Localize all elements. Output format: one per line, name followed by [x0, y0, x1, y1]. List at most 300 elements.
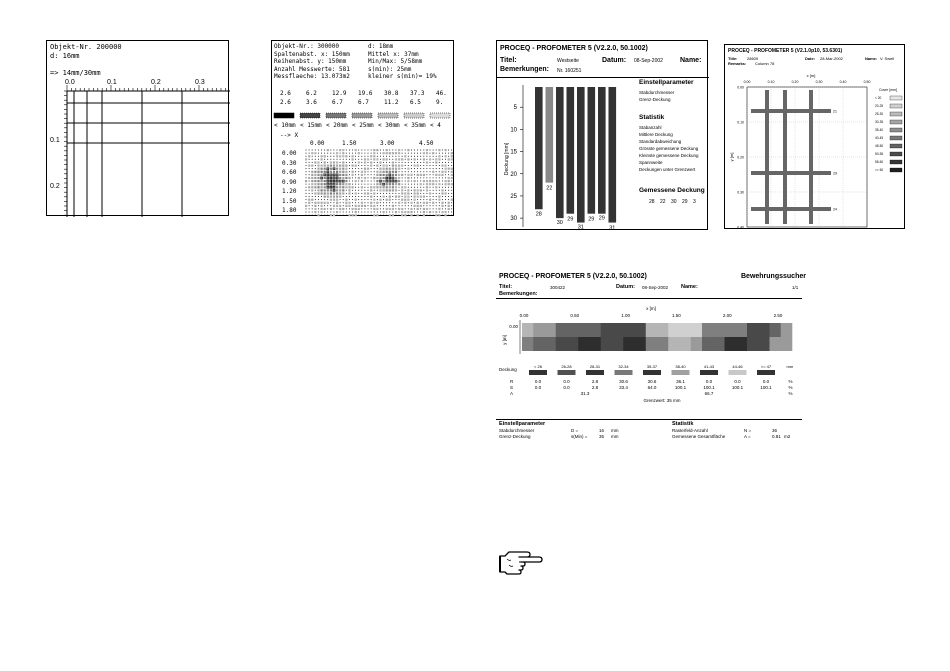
map-cell — [414, 192, 416, 194]
map-dot — [448, 165, 449, 166]
einstell-row-unit: mm — [611, 434, 619, 439]
legend-swatch — [404, 113, 424, 118]
y-tick: 1.50 — [282, 197, 297, 205]
map-dot — [433, 190, 434, 191]
map-dot — [368, 187, 369, 188]
map-cell — [395, 189, 397, 191]
map-cell — [395, 211, 397, 213]
map-cell — [342, 168, 344, 170]
map-dot — [439, 193, 440, 194]
map-dot — [411, 159, 412, 160]
map-dot — [374, 162, 375, 163]
map-dot — [430, 168, 431, 169]
row-r-value: 0.0 — [734, 379, 741, 384]
map-cell — [383, 174, 385, 176]
cover-cell — [578, 337, 590, 351]
legend-swatch — [352, 113, 372, 118]
map-dot — [430, 150, 431, 151]
map-cell — [435, 174, 437, 176]
map-cell — [401, 208, 403, 210]
map-cell — [330, 214, 332, 216]
x-tick: 4.50 — [419, 140, 434, 147]
map-cell — [448, 183, 450, 185]
map-cell — [426, 149, 428, 151]
map-dot — [420, 215, 421, 216]
map-cell — [404, 192, 406, 194]
cover-cell — [691, 337, 703, 351]
map-dot — [402, 184, 403, 185]
map-dot — [436, 190, 437, 191]
map-dot — [383, 156, 384, 157]
map-dot — [349, 150, 350, 151]
map-cell — [333, 189, 335, 191]
map-cell — [379, 183, 381, 185]
map-dot — [368, 174, 369, 175]
map-cell — [401, 158, 403, 160]
map-cell — [445, 214, 447, 216]
map-cell — [345, 199, 347, 201]
map-dot — [368, 150, 369, 151]
map-dot — [355, 153, 356, 154]
titel-value: Westseite — [557, 58, 579, 64]
map-dot — [448, 187, 449, 188]
bemerkungen-label: Bemerkungen: — [500, 66, 550, 73]
map-dot — [355, 196, 356, 197]
map-dot — [433, 212, 434, 213]
map-dot — [380, 193, 381, 194]
map-dot — [368, 190, 369, 191]
map-dot — [355, 159, 356, 160]
map-dot — [439, 177, 440, 178]
map-dot — [405, 150, 406, 151]
map-cell — [345, 186, 347, 188]
map-dot — [349, 208, 350, 209]
map-cell — [386, 171, 388, 173]
row-label: R — [510, 379, 514, 384]
map-dot — [448, 156, 449, 157]
map-dot — [364, 150, 365, 151]
map-cell — [324, 202, 326, 204]
map-dot — [399, 205, 400, 206]
map-cell — [336, 199, 338, 201]
gemessene-value: 28 — [649, 199, 655, 205]
map-dot — [380, 215, 381, 216]
map-dot — [306, 177, 307, 178]
map-dot — [451, 215, 452, 216]
map-cell — [358, 152, 360, 154]
cover-bin-swatch — [586, 370, 604, 375]
legend-swatch — [890, 144, 902, 148]
map-dot — [414, 156, 415, 157]
map-cell — [339, 196, 341, 198]
einstell-row-symbol: D = — [571, 428, 579, 433]
map-cell — [451, 199, 453, 201]
map-cell — [311, 180, 313, 182]
map-dot — [306, 215, 307, 216]
map-cell — [342, 165, 344, 167]
map-cell — [429, 180, 431, 182]
map-cell — [314, 161, 316, 163]
cover-cell — [770, 337, 782, 351]
cover-cell — [623, 323, 635, 337]
map-cell — [321, 189, 323, 191]
legend-label: < 25mm — [352, 122, 374, 129]
map-cell — [426, 202, 428, 204]
map-dot — [420, 165, 421, 166]
map-cell — [398, 183, 400, 185]
map-dot — [349, 159, 350, 160]
map-dot — [402, 205, 403, 206]
map-cell — [324, 208, 326, 210]
map-dot — [405, 181, 406, 182]
map-dot — [405, 162, 406, 163]
report-title: PROCEQ - PROFOMETER 5 (V2.2.0, 50.1002) — [499, 273, 647, 280]
map-cell — [339, 174, 341, 176]
x-tick-1: 0.1 — [107, 79, 117, 86]
header-area: Messflaeche: 13.073m2 — [274, 73, 350, 80]
y-tick: 0.30 — [282, 159, 297, 167]
map-cell — [305, 158, 307, 160]
map-dot — [377, 156, 378, 157]
map-cell — [317, 168, 319, 170]
map-cell — [317, 183, 319, 185]
map-cell — [392, 168, 394, 170]
map-cell — [373, 192, 375, 194]
map-cell — [336, 161, 338, 163]
cover-bar — [567, 87, 575, 214]
map-dot — [355, 202, 356, 203]
map-cell — [361, 186, 363, 188]
map-cell — [383, 171, 385, 173]
map-dot — [352, 205, 353, 206]
cover-cell — [702, 323, 714, 337]
map-dot — [321, 150, 322, 151]
map-cell — [426, 208, 428, 210]
cover-map-chart — [496, 300, 802, 438]
map-dot — [380, 208, 381, 209]
map-dot — [389, 212, 390, 213]
map-cell — [392, 152, 394, 154]
report-title: PROCEQ - PROFOMETER 5 (V2.1.0p10, 53.6301) — [728, 48, 843, 54]
map-dot — [346, 196, 347, 197]
map-cell — [330, 177, 332, 179]
map-dot — [330, 153, 331, 154]
map-cell — [321, 168, 323, 170]
map-dot — [445, 199, 446, 200]
map-cell — [358, 205, 360, 207]
map-dot — [395, 193, 396, 194]
map-dot — [395, 202, 396, 203]
x-tick: 1.50 — [672, 313, 681, 318]
map-cell — [348, 192, 350, 194]
map-cell — [317, 214, 319, 216]
map-dot — [408, 184, 409, 185]
map-dot — [389, 205, 390, 206]
map-dot — [383, 199, 384, 200]
map-cell — [448, 168, 450, 170]
titel-value: 300422 — [550, 285, 566, 290]
map-dot — [346, 215, 347, 216]
map-dot — [448, 193, 449, 194]
map-dot — [368, 215, 369, 216]
map-dot — [383, 215, 384, 216]
map-dot — [346, 208, 347, 209]
map-cell — [426, 180, 428, 182]
map-dot — [364, 202, 365, 203]
row-s-value: 33.4 — [619, 385, 628, 390]
cover-range-label: => 14mm/30mm — [50, 69, 101, 77]
map-dot — [306, 202, 307, 203]
map-dot — [436, 168, 437, 169]
row-a-value: 66.7 — [704, 391, 714, 396]
map-dot — [439, 168, 440, 169]
remarks-label: Remarks: — [728, 61, 747, 66]
map-cell — [389, 186, 391, 188]
map-cell — [451, 152, 453, 154]
map-dot — [371, 199, 372, 200]
map-cell — [308, 155, 310, 157]
map-dot — [312, 162, 313, 163]
legend-label: < 35mm — [404, 122, 426, 129]
map-cell — [395, 186, 397, 188]
map-cell — [314, 186, 316, 188]
cover-cell — [725, 323, 737, 337]
statistik-row-symbol: A = — [744, 434, 751, 439]
legend-label: 35-40 — [875, 128, 884, 132]
map-cell — [345, 177, 347, 179]
map-cell — [376, 208, 378, 210]
map-dot — [349, 165, 350, 166]
map-cell — [327, 180, 329, 182]
map-cell — [414, 196, 416, 198]
map-dot — [306, 184, 307, 185]
map-dot — [371, 174, 372, 175]
map-cell — [333, 171, 335, 173]
cover-bin-swatch — [729, 370, 747, 375]
map-cell — [317, 165, 319, 167]
map-cell — [414, 199, 416, 201]
map-cell — [392, 171, 394, 173]
map-dot — [442, 153, 443, 154]
map-dot — [414, 153, 415, 154]
cover-cell — [781, 337, 793, 351]
map-cell — [417, 196, 419, 198]
map-dot — [389, 156, 390, 157]
map-cell — [352, 158, 354, 160]
map-cell — [395, 196, 397, 198]
map-cell — [339, 186, 341, 188]
map-dot — [411, 199, 412, 200]
map-dot — [315, 165, 316, 166]
map-cell — [330, 192, 332, 194]
map-dot — [386, 205, 387, 206]
map-dot — [442, 215, 443, 216]
map-cell — [321, 177, 323, 179]
map-dot — [368, 177, 369, 178]
map-cell — [423, 180, 425, 182]
legend-label: < 30mm — [378, 122, 400, 129]
map-dot — [383, 150, 384, 151]
map-cell — [311, 199, 313, 201]
map-cell — [376, 174, 378, 176]
map-cell — [376, 186, 378, 188]
map-dot — [374, 196, 375, 197]
map-cell — [417, 174, 419, 176]
map-cell — [414, 205, 416, 207]
map-cell — [383, 183, 385, 185]
percent-sign: % — [788, 391, 793, 396]
map-dot — [426, 215, 427, 216]
map-cell — [324, 165, 326, 167]
cover-cell — [702, 337, 714, 351]
map-dot — [411, 187, 412, 188]
map-cell — [314, 171, 316, 173]
map-cell — [345, 183, 347, 185]
map-cell — [352, 171, 354, 173]
map-dot — [408, 153, 409, 154]
map-cell — [389, 208, 391, 210]
map-dot — [355, 171, 356, 172]
map-dot — [361, 208, 362, 209]
map-dot — [448, 162, 449, 163]
map-dot — [349, 162, 350, 163]
map-dot — [377, 199, 378, 200]
map-cell — [410, 214, 412, 216]
titel-label: Titel: — [499, 284, 513, 290]
map-dot — [405, 190, 406, 191]
map-dot — [405, 177, 406, 178]
map-dot — [368, 165, 369, 166]
map-cell — [392, 183, 394, 185]
map-dot — [414, 202, 415, 203]
map-dot — [318, 196, 319, 197]
map-cell — [398, 168, 400, 170]
map-cell — [414, 158, 416, 160]
map-dot — [436, 205, 437, 206]
map-dot — [312, 156, 313, 157]
x-tick: 0.30 — [815, 80, 823, 84]
map-dot — [420, 202, 421, 203]
map-dot — [358, 156, 359, 157]
map-dot — [386, 196, 387, 197]
map-dot — [399, 187, 400, 188]
row-s-value: 2.8 — [591, 385, 599, 390]
map-dot — [430, 215, 431, 216]
map-cell — [342, 208, 344, 210]
header-diameter: d: 18mm — [368, 43, 394, 50]
map-cell — [317, 180, 319, 182]
map-dot — [355, 190, 356, 191]
map-cell — [420, 196, 422, 198]
map-dot — [318, 153, 319, 154]
map-cell — [379, 161, 381, 163]
map-cell — [407, 177, 409, 179]
x-unit-label: x [m] — [646, 306, 656, 311]
name-label: Name: — [680, 57, 702, 64]
x-unit-label: x [m] — [806, 73, 816, 78]
map-cell — [339, 149, 341, 151]
map-cell — [407, 158, 409, 160]
map-dot — [324, 199, 325, 200]
map-cell — [386, 189, 388, 191]
header-smin: s(min): 25mm — [368, 65, 412, 73]
legend-swatch — [890, 96, 902, 100]
map-cell — [432, 152, 434, 154]
map-dot — [430, 187, 431, 188]
map-cell — [370, 202, 372, 204]
legend-label: < 15mm — [300, 122, 322, 129]
map-dot — [324, 215, 325, 216]
map-dot — [442, 184, 443, 185]
map-dot — [426, 156, 427, 157]
map-cell — [401, 192, 403, 194]
map-dot — [346, 193, 347, 194]
map-cell — [373, 208, 375, 210]
map-cell — [383, 180, 385, 182]
map-dot — [399, 199, 400, 200]
map-cell — [327, 183, 329, 185]
map-cell — [401, 165, 403, 167]
map-cell — [355, 165, 357, 167]
map-cell — [345, 202, 347, 204]
map-dot — [309, 150, 310, 151]
map-dot — [352, 196, 353, 197]
cover-cell — [758, 337, 770, 351]
cover-cell — [578, 323, 590, 337]
map-dot — [364, 196, 365, 197]
map-dot — [389, 202, 390, 203]
map-dot — [417, 162, 418, 163]
map-cell — [395, 152, 397, 154]
legend-swatch — [890, 168, 902, 172]
report-mode: Bewehrungssucher — [741, 273, 806, 280]
map-cell — [417, 214, 419, 216]
map-dot — [392, 199, 393, 200]
map-cell — [438, 199, 440, 201]
map-dot — [340, 212, 341, 213]
map-dot — [430, 156, 431, 157]
map-dot — [436, 156, 437, 157]
map-cell — [373, 149, 375, 151]
map-cell — [407, 196, 409, 198]
map-dot — [321, 162, 322, 163]
map-cell — [314, 205, 316, 207]
map-dot — [442, 199, 443, 200]
map-cell — [404, 155, 406, 157]
map-cell — [401, 189, 403, 191]
map-cell — [355, 205, 357, 207]
map-dot — [352, 150, 353, 151]
map-cell — [361, 202, 363, 204]
horizontal-rebar — [751, 109, 831, 113]
map-cell — [429, 158, 431, 160]
map-cell — [441, 174, 443, 176]
row-s-value: 64.0 — [647, 385, 657, 390]
map-dot — [327, 208, 328, 209]
map-dot — [349, 196, 350, 197]
map-dot — [377, 168, 378, 169]
map-cell — [370, 161, 372, 163]
percent-value: 6.7 — [358, 99, 369, 106]
map-dot — [411, 196, 412, 197]
cover-cell — [533, 337, 545, 351]
percent-value: 3.6 — [306, 99, 317, 106]
map-dot — [343, 205, 344, 206]
map-cell — [392, 177, 394, 179]
header-col-spacing: Spaltenabst. x: 150mm — [274, 50, 350, 58]
map-dot — [361, 196, 362, 197]
map-dot — [374, 202, 375, 203]
